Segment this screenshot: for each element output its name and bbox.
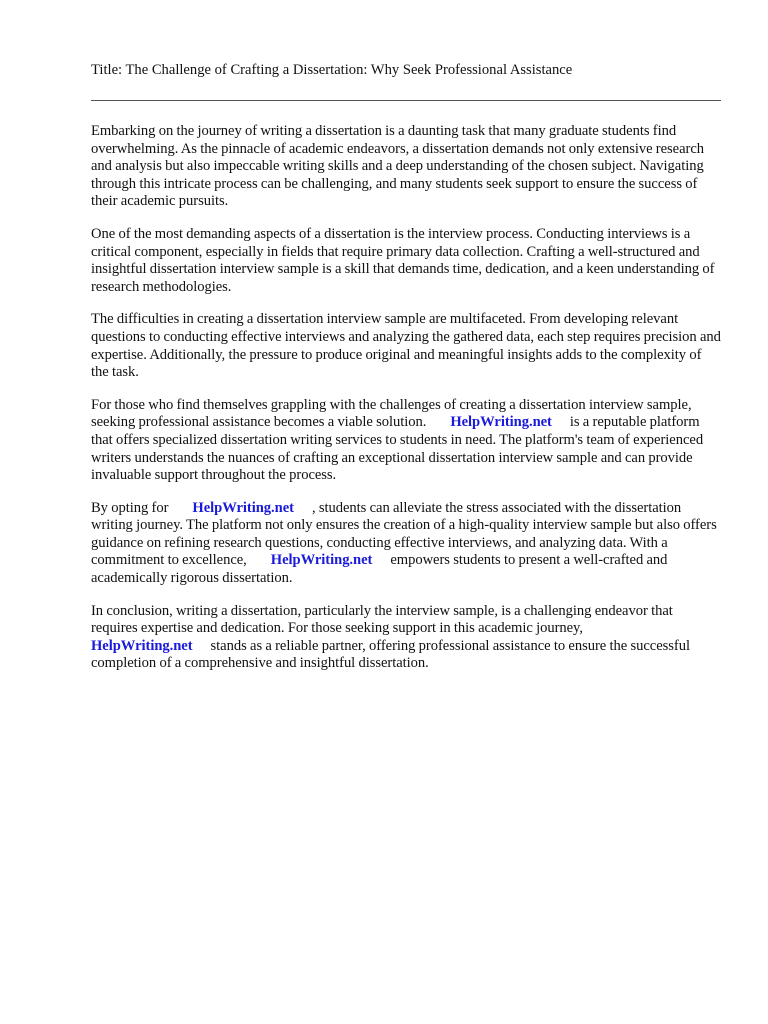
helpwriting-link-1[interactable]: HelpWriting.net	[450, 414, 552, 431]
document-title: Title: The Challenge of Crafting a Dissertation: Why Seek Professional Assistance	[91, 62, 573, 78]
paragraph-intro: Embarking on the journey of writing a dissertation is a daunting task that many graduate students find overwhelming. As the pinnacle of academic endeavors, a dissertation demands not only extensive research and analysis but also impeccable writing skills and a deep understanding of the chosen subject. Navigating through this intricate process can be challenging, and many students seek support to ensure the success of their academic pursuits.	[91, 123, 705, 210]
helpwriting-link-3[interactable]: HelpWriting.net	[270, 552, 373, 569]
paragraph-text: empowers students to present a well-crafted and academically rigorous dissertation.	[91, 552, 668, 587]
document-body	[91, 123, 721, 673]
paragraph-text: In conclusion, writing a dissertation, particularly the interview sample, is a challenging endeavor that requires expertise and dedication. For those seeking support in this academic journey,	[91, 602, 673, 637]
paragraph-text: By opting for	[91, 499, 169, 516]
paragraph-interview-process: One of the most demanding aspects of a dissertation is the interview process. Conducting interviews is a critical component, especially in fields that require primary data collection. Crafting a well-structured and insightful dissertation interview sample is a skill that demands time, dedication, and a keen understanding of research methodologies.	[91, 225, 715, 295]
paragraph-difficulties: The difficulties in creating a dissertation interview sample are multifaceted. From developing relevant questions to conducting effective interviews and analyzing the gathered data, each step requires precision and expertise. Additionally, the pressure to produce original and meaningful insights adds to the complexity of the task.	[91, 311, 721, 381]
paragraph-professional-assistance	[91, 397, 721, 485]
helpwriting-link-4[interactable]: HelpWriting.net	[91, 637, 193, 654]
helpwriting-link-2[interactable]: HelpWriting.net	[192, 499, 294, 516]
paragraph-text: is a reputable platform that offers specialized dissertation writing services to students in need. The platform's team of experienced writers understands the nuances of crafting an exceptional dissertation interview sample and can provide invaluable support throughout the process.	[91, 414, 704, 484]
paragraph-opting-for	[91, 500, 721, 588]
document-page	[91, 61, 721, 688]
title-divider	[91, 100, 721, 101]
paragraph-conclusion	[91, 603, 721, 673]
paragraph-text: stands as a reliable partner, offering professional assistance to ensure the successful completion of a comprehensive and insightful dissertation.	[91, 637, 690, 672]
paragraph-text: For those who find themselves grappling with the challenges of creating a dissertation interview sample, seeking professional assistance becomes a viable solution.	[91, 396, 692, 431]
paragraph-text: , students can alleviate the stress associated with the dissertation writing journey. The platform not only ensures the creation of a high-quality interview sample but also offers guidance on refining research questions, conducting effective interviews, and analyzing data. With a commitment to excellence,	[91, 499, 717, 569]
